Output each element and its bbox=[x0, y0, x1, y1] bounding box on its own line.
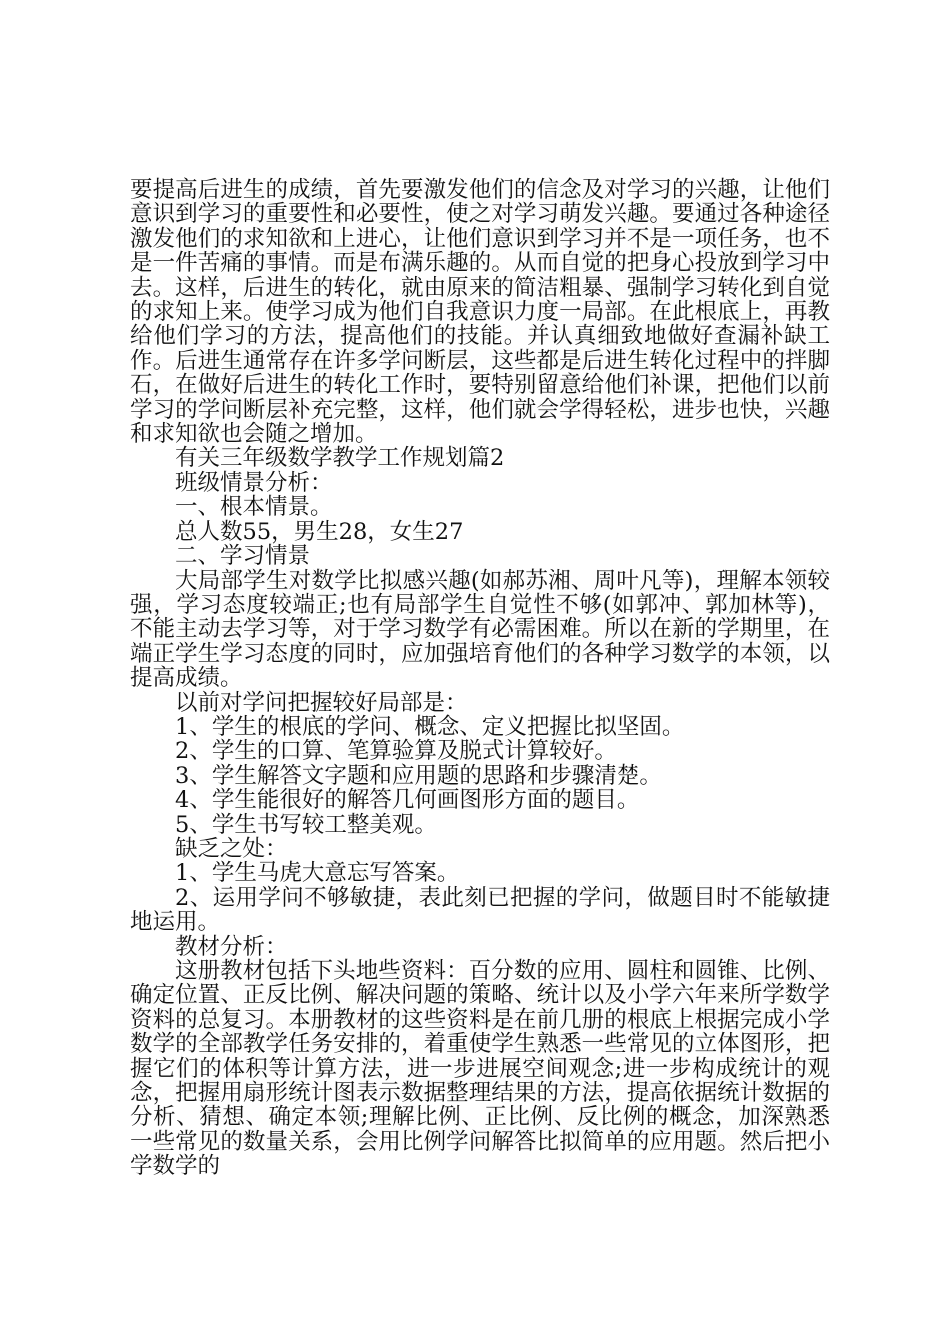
heading-learning-situation: 二、学习情景 bbox=[175, 543, 311, 570]
paragraph-learning-situation: 大局部学生对数学比拟感兴趣(如郝苏湘、周叶凡等)，理解本领较强，学习态度较端正;也有局部学生自觉性不够(如郭冲、郭加林等)，不能主动去学习等，对于学习数学有必需困难。所以在新的学期里，在端正学生学习态度的同时，应加强培育他们的各种学习数学的本领，以提高成绩。 bbox=[130, 567, 830, 692]
section-title: 有关三年级数学教学工作规划篇2 bbox=[175, 445, 505, 472]
heading-basic-situation: 一、根本情景。 bbox=[175, 494, 333, 521]
student-count: 总人数55，男生28，女生27 bbox=[175, 518, 464, 545]
weakness-item-1: 1、学生马虎大意忘写答案。 bbox=[175, 860, 460, 887]
heading-textbook-analysis: 教材分析： bbox=[175, 933, 288, 960]
heading-weaknesses: 缺乏之处： bbox=[175, 835, 288, 862]
paragraph-1: 要提高后进生的成绩，首先要激发他们的信念及对学习的兴趣，让他们意识到学习的重要性和必要性，使之对学习萌发兴趣。要通过各种途径激发他们的求知欲和上进心，让他们意识到学习并不是一项任务，也不是一件苦痛的事情。而是布满乐趣的。从而自觉的把身心投放到学习中去。这样，后进生的转化，就由原来的简洁粗暴、强制学习转化到自觉的求知上来。使学习成为他们自我意识力度一局部。在此根底上，再教给他们学习的方法，提高他们的技能。并认真细致地做好查漏补缺工作。后进生通常存在许多学问断层，这些都是后进生转化过程中的拌脚石，在做好后进生的转化工作时，要特别留意给他们补课，把他们以前学习的学问断层补充完整，这样，他们就会学得轻松，进步也快，兴趣和求知欲也会随之增加。 bbox=[130, 177, 830, 448]
paragraph-textbook-analysis: 这册教材包括下头地些资料：百分数的应用、圆柱和圆锥、比例、确定位置、正反比例、解决问题的策略、统计以及小学六年来所学数学资料的总复习。本册教材的这些资料是在前几册的根底上根据完成小学数学的全部教学任务安排的，着重使学生熟悉一些常见的立体图形，把握它们的体积等计算方法，进一步进展空间观念;进一步构成统计的观念，把握用扇形统计图表示数据整理结果的方法，提高依据统计数据的分析、猜想、确定本领;理解比例、正比例、反比例的概念，加深熟悉一些常见的数量关系，会用比例学问解答比拟简单的应用题。然后把小学数学的 bbox=[130, 958, 830, 1180]
strength-item-5: 5、学生书写较工整美观。 bbox=[175, 811, 437, 838]
strength-item-2: 2、学生的口算、笔算验算及脱式计算较好。 bbox=[175, 738, 617, 765]
strength-item-4: 4、学生能很好的解答几何画图形方面的题目。 bbox=[175, 787, 640, 814]
weakness-item-2: 2、运用学问不够敏捷，表此刻已把握的学问，做题目时不能敏捷地运用。 bbox=[130, 884, 830, 936]
strength-item-1: 1、学生的根底的学问、概念、定义把握比拟坚固。 bbox=[175, 713, 685, 740]
strength-item-3: 3、学生解答文字题和应用题的思路和步骤清楚。 bbox=[175, 762, 662, 789]
heading-strengths: 以前对学问把握较好局部是： bbox=[175, 689, 468, 716]
document-body bbox=[130, 178, 830, 1179]
heading-class-analysis: 班级情景分析： bbox=[175, 469, 333, 496]
